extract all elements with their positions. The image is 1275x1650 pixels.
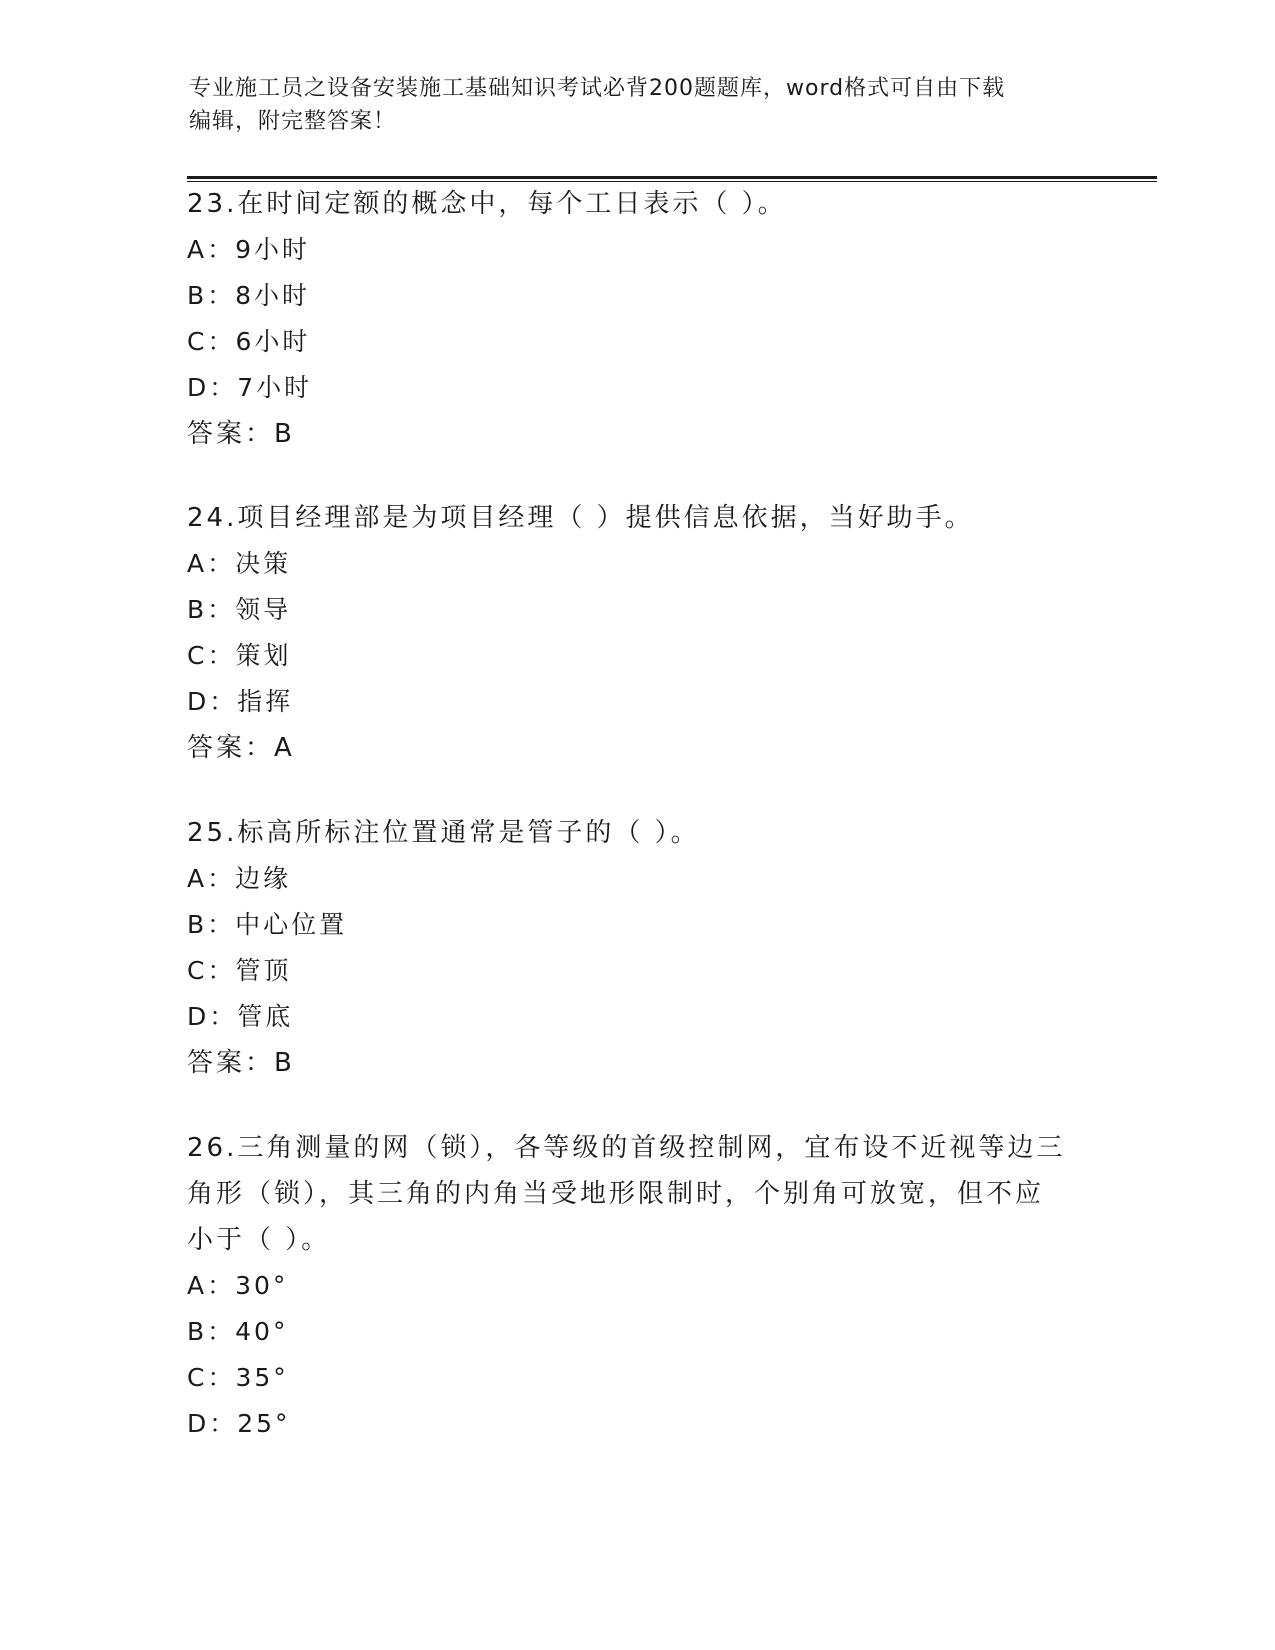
answer-text: 答案：A — [187, 733, 295, 763]
option-c: C：策划 — [187, 641, 292, 670]
option-b: B：中心位置 — [187, 910, 348, 939]
question-stem: 24.项目经理部是为项目经理（ ）提供信息依据，当好助手。 — [187, 503, 974, 533]
answer-text: 答案：B — [187, 419, 295, 449]
header-line-1: 专业施工员之设备安装施工基础知识考试必背200题题库，word格式可自由下载 — [189, 76, 1006, 101]
question-stem-line-1: 26.三角测量的网（锁），各等级的首级控制网，宜布设不近视等边三 — [187, 1133, 1066, 1163]
option-d: D：7小时 — [187, 373, 313, 402]
option-d: D：25° — [187, 1409, 291, 1438]
header-line-2: 编辑，附完整答案！ — [189, 109, 397, 134]
document-header — [189, 72, 1089, 138]
option-a: A：边缘 — [187, 864, 292, 893]
option-b: B：40° — [187, 1317, 289, 1346]
question-stem: 25.标高所标注位置通常是管子的（ ）。 — [187, 818, 700, 848]
option-c: C：管顶 — [187, 956, 292, 985]
option-a: A：决策 — [187, 549, 292, 578]
question-23 — [187, 181, 1087, 457]
option-d: D：指挥 — [187, 687, 294, 716]
header-divider-thick — [187, 176, 1157, 179]
option-d: D：管底 — [187, 1002, 294, 1031]
question-26 — [187, 1125, 1087, 1447]
option-c: C：6小时 — [187, 327, 311, 356]
option-a: A：9小时 — [187, 235, 311, 264]
answer-text: 答案：B — [187, 1048, 295, 1078]
option-c: C：35° — [187, 1363, 289, 1392]
option-a: A：30° — [187, 1271, 289, 1300]
question-stem: 23.在时间定额的概念中，每个工日表示（ ）。 — [187, 189, 787, 219]
question-24 — [187, 495, 1087, 771]
question-stem-line-2: 角形（锁），其三角的内角当受地形限制时，个别角可放宽，但不应 — [187, 1179, 1045, 1209]
option-b: B：领导 — [187, 595, 292, 624]
question-25 — [187, 810, 1087, 1086]
option-b: B：8小时 — [187, 281, 311, 310]
question-stem-line-3: 小于（ ）。 — [187, 1225, 331, 1255]
